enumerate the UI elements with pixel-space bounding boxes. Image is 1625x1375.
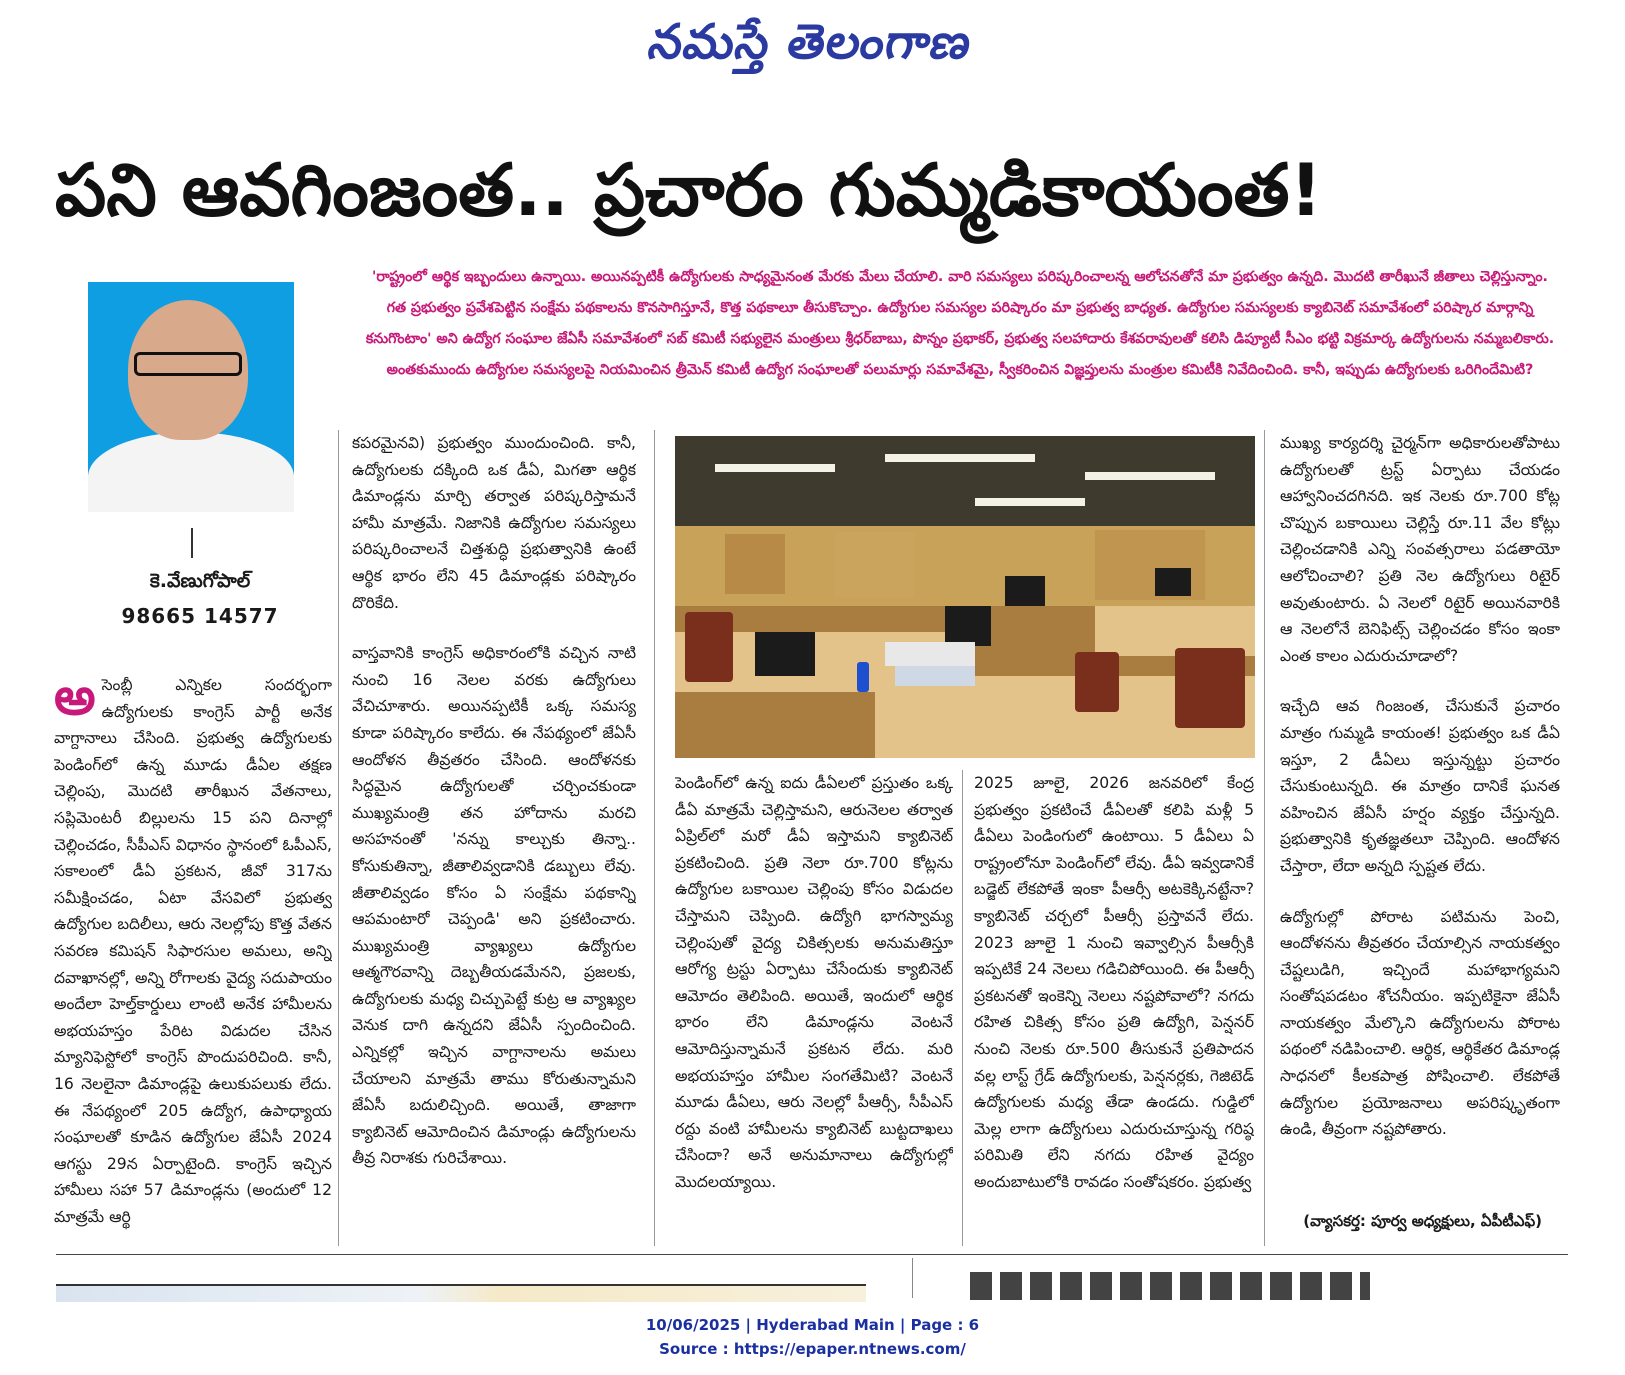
article-column-5 — [1280, 430, 1560, 1210]
column-1-text: సెంబ్లీ ఎన్నికల సందర్భంగా ఉద్యోగులకు కాంగ్రెస్ పార్టీ అనేక వాగ్దానాలు చేసింది. ప్రభుత్వ ఉద్యోగులకు పెండింగ్‌లో ఉన్న మూడు డీఏల తక్షణ చెల్లింపు, మొదటి తారీఖున వేతనాలు, సప్లిమెంటరీ బిల్లులను 15 పని దినాల్లో చెల్లించడం, సీపీఎస్ విధానం స్థానంలో ఓపీఎస్, సకాలంలో డీఏ ప్రకటన, జీవో 317ను సమీక్షించడం, ఏటా వేసవిలో ప్రభుత్వ ఉద్యోగుల బదిలీలు, ఆరు నెలల్లోపు కొత్త వేతన సవరణ కమిషన్ సిఫారసుల అమలు, అన్ని దవాఖానల్లో, అన్ని రోగాలకు వైద్య సదుపాయం అందేలా హెల్త్‌కార్డులు లాంటి అనేక హామీలను అభయహస్తం పేరిట విడుదల చేసిన మ్యానిఫెస్టోలో కాంగ్రెస్ పొందుపరిచింది. కానీ, 16 నెలలైనా డిమాండ్లపై ఉలుకుపలుకు లేదు. ఈ నేపథ్యంలో 205 ఉద్యోగ, ఉపాధ్యాయ సంఘాలతో కూడిన ఉద్యోగుల జేఏసీ 2024 ఆగస్టు 29న ఏర్పాటైంది. కాంగ్రెస్ ఇచ్చిన హామీలు సహా 57 డిమాండ్లను (అందులో 12 మాత్రమే ఆర్థి — [54, 676, 332, 1226]
headline: పని ఆవగింజంత.. ప్రచారం గుమ్మడికాయంత! — [55, 148, 1323, 232]
column-2-paragraph-1: కపరమైనవి) ప్రభుత్వం ముందుంచింది. కానీ, ఉద్యోగులకు దక్కింది ఒక డీఏ, మిగతా ఆర్థిక డిమాండ్లను మార్చి తర్వాత పరిష్కరిస్తామనే హామీ మాత్రమే. నిజానికి ఉద్యోగుల సమస్యలు పరిష్కరించాలనే చిత్తశుద్ధి ప్రభుత్వానికి ఉంటే ఆర్థిక భారం లేని 45 డిమాండ్లకు పరిష్కారం దొరికేది. — [352, 434, 636, 612]
column-2-paragraph-2: వాస్తవానికి కాంగ్రెస్ అధికారంలోకి వచ్చిన నాటి నుంచి 16 నెలల వరకు ఉద్యోగులు వేచిచూశారు. అయినప్పటికీ ఒక్క సమస్య కూడా పరిష్కారం కాలేదు. ఈ నేపథ్యంలో జేఏసీ ఆందోళన తీవ్రతరం చేసింది. ఆందోళనకు సిద్ధమైన ఉద్యోగులతో చర్చించకుండా ముఖ్యమంత్రి తన హోదాను మరచి అసహనంతో 'నన్ను కాల్చుకు తిన్నా.. కోసుకుతిన్నా, జీతాలివ్వడానికి డబ్బులు లేవు. జీతాలివ్వడం కోసం ఏ సంక్షేమ పథకాన్ని ఆపమంటారో చెప్పండి' అని ప్రకటించారు. ముఖ్యమంత్రి వ్యాఖ్యలు ఉద్యోగుల ఆత్మగౌరవాన్ని దెబ్బతీయడమేనని, ప్రజలకు, ఉద్యోగులకు మధ్య చిచ్చుపెట్టే కుట్ర ఆ వ్యాఖ్యల వెనుక దాగి ఉన్నదని జేఏసీ స్పందించింది. ఎన్నికల్లో ఇచ్చిన వాగ్దానాలను అమలు చేయాలని మాత్రమే తాము కోరుతున్నామని జేఏసీ బదులిచ్చింది. అయితే, తాజాగా క్యాబినెట్ ఆమోదించిన డిమాండ్లు ఉద్యోగులను తీవ్ర నిరాశకు గురిచేశాయి. — [352, 644, 636, 1168]
column-rule — [962, 770, 963, 1246]
column-4-text: 2025 జూలై, 2026 జనవరిలో కేంద్ర ప్రభుత్వం ప్రకటించే డీఏలతో కలిపి మళ్లీ 5 డీఏలు పెండింగులో ఉంటాయి. 5 డీఏలు ఏ రాష్ట్రంలోనూ పెండింగ్‌లో లేవు. డీఏ ఇవ్వడానికే బడ్జెట్ లేకపోతే ఇంకా పీఆర్సీ అటకెక్కినట్టేనా? క్యాబినెట్ చర్చలో పీఆర్సీ ప్రస్తావనే లేదు. 2023 జూలై 1 నుంచి ఇవ్వాల్సిన పీఆర్సీకి ఇప్పటికే 24 నెలలు గడిచిపోయింది. ఈ పీఆర్సీ ప్రకటనతో ఇంకెన్ని నెలలు నష్టపోవాలో? నగదు రహిత చికిత్స కోసం ప్రతి ఉద్యోగి, పెన్షనర్ నుంచి నెలకు రూ.500 తీసుకునే ప్రతిపాదన వల్ల లాస్ట్ గ్రేడ్ ఉద్యోగులకు, పెన్షనర్లకు, గెజిటెడ్ ఉద్యోగులకు మధ్య తేడా ఉండదు. గుడ్డిలో మెల్ల లాగా ఉద్యోగులు ఎదురుచూస్తున్న గరిష్ఠ పరిమితి లేని నగదు రహిత వైద్యం అందుబాటులోకి రావడం సంతోషకరం. ప్రభుత్వ — [974, 774, 1254, 1191]
article-column-3 — [675, 770, 953, 1246]
column-5-paragraph-3: ఉద్యోగుల్లో పోరాట పటిమను పెంచి, ఆందోళనను తీవ్రతరం చేయాల్సిన నాయకత్వం చేష్టలుడిగి, ఇచ్చిందే మహాభాగ్యమని సంతోషపడటం శోచనీయం. ఇప్పటికైనా జేఏసీ నాయకత్వం మేల్కొని ఉద్యోగులను పోరాట పథంలో నడిపించాలి. ఆర్థిక, ఆర్థికేతర డిమాండ్ల సాధనలో కీలకపాత్ర పోషించాలి. లేకపోతే ఉద్యోగుల ప్రయోజనాలు అపరిష్కృతంగా ఉండి, తీవ్రంగా నష్టపోతారు. — [1280, 907, 1560, 1139]
author-photo — [88, 282, 294, 512]
author-credit: (వ్యాసకర్త: పూర్వ అధ్యక్షులు, ఏపీటీఎఫ్) — [1303, 1212, 1542, 1230]
footer-edition-info: 10/06/2025 | Hyderabad Main | Page : 6 — [645, 1316, 980, 1334]
section-divider — [56, 1254, 1568, 1255]
office-photo — [675, 436, 1255, 758]
article-column-2 — [352, 430, 636, 1246]
column-5-paragraph-2: ఇచ్చేది ఆవ గింజంత, చేసుకునే ప్రచారం మాత్రం గుమ్మడి కాయంత! ప్రభుత్వం ఒక డీఏ ఇస్తూ, 2 డీఏలు ఇస్తున్నట్టు ప్రచారం చేసుకుంటున్నది. ఈ మాత్రం దానికే ఘనత వహించిన జేఏసీ హర్షం వ్యక్తం చేస్తున్నది. ప్రభుత్వానికి కృతజ్ఞతలూ చెప్పింది. ఆందోళన చేస్తారా, లేదా అన్నది స్పష్టత లేదు. — [1280, 697, 1560, 875]
author-phone: 98665 14577 — [121, 604, 279, 628]
section-divider-vertical — [912, 1258, 913, 1298]
column-rule — [338, 430, 339, 1246]
next-article-image-strip — [56, 1284, 866, 1302]
article-column-1 — [54, 672, 332, 1246]
dropcap: అ — [54, 672, 96, 727]
column-3-text: పెండింగ్‌లో ఉన్న ఐదు డీఏలలో ప్రస్తుతం ఒక్క డీఏ మాత్రమే చెల్లిస్తామని, ఆరునెలల తర్వాత ఏప్రిల్‌లో మరో డీఏ ఇస్తామని క్యాబినెట్ ప్రకటించింది. ప్రతి నెలా రూ.700 కోట్లను ఉద్యోగుల బకాయిల చెల్లింపు కోసం విడుదల చేస్తామని చెప్పింది. ఉద్యోగి భాగస్వామ్య చెల్లింపుతో వైద్య చికిత్సలకు అనుమతిస్తూ ఆరోగ్య ట్రస్టు ఏర్పాటు చేసేందుకు క్యాబినెట్ ఆమోదం తెలిపింది. అయితే, ఇందులో ఆర్థిక భారం లేని డిమాండ్లను వెంటనే ఆమోదిస్తున్నామనే ప్రకటన లేదు. మరి అభయహస్తం హామీల సంగతేమిటి? వెంటనే మూడు డీఏలు, ఆరు నెలల్లో పీఆర్సీ, సీపీఎస్ రద్దు వంటి హామీలను క్యాబినెట్ బుట్టదాఖలు చేసిందా? అనే అనుమానాలు ఉద్యోగుల్లో మొదలయ్యాయి. — [675, 774, 953, 1191]
column-5-paragraph-1: ముఖ్య కార్యదర్శి చైర్మన్‌గా అధికారులతోపాటు ఉద్యోగులతో ట్రస్ట్ ఏర్పాటు చేయడం ఆహ్వానించదగినది. ఇక నెలకు రూ.700 కోట్ల చొప్పున బకాయిలు చెల్లిస్తే రూ.11 వేల కోట్లు చెల్లించడానికి ఎన్ని సంవత్సరాలు పడతాయో ఆలోచించాలి? ప్రతి నెల ఉద్యోగులు రిటైర్ అవుతుంటారు. ఏ నెలలో రిటైర్ అయినవారికి ఆ నెలలోనే బెనిఫిట్స్ చెల్లించడం కోసం ఇంకా ఎంత కాలం ఎదురుచూడాలో? — [1280, 434, 1560, 665]
author-divider-top — [191, 528, 193, 558]
next-article-headline-strip — [970, 1272, 1370, 1300]
column-rule — [1264, 430, 1265, 1246]
masthead-logo: నమస్తే తెలంగాణ — [644, 14, 977, 70]
footer-source-link[interactable]: Source : https://epaper.ntnews.com/ — [659, 1340, 966, 1358]
article-column-4 — [974, 770, 1254, 1246]
column-rule — [654, 430, 655, 1246]
intro-paragraph: 'రాష్ట్రంలో ఆర్థిక ఇబ్బందులు ఉన్నాయి. అయినప్పటికీ ఉద్యోగులకు సాధ్యమైనంత మేరకు మేలు చేయాలి. వారి సమస్యలు పరిష్కరించాలన్న ఆలోచనతోనే మా ప్రభుత్వం ఉన్నది. మొదటి తారీఖునే జీతాలు చెల్లిస్తున్నాం. గత ప్రభుత్వం ప్రవేశపెట్టిన సంక్షేమ పథకాలను కొనసాగిస్తూనే, కొత్త పథకాలూ తీసుకొచ్చాం. ఉద్యోగుల సమస్యల పరిష్కారం మా ప్రభుత్వ బాధ్యత. ఉద్యోగుల సమస్యలకు క్యాబినెట్ సమావేశంలో పరిష్కార మార్గాన్ని కనుగొంటాం' అని ఉద్యోగ సంఘాల జేఏసీ సమావేశంలో సబ్ కమిటీ సభ్యులైన మంత్రులు శ్రీధర్‌బాబు, పొన్నం ప్రభాకర్, ప్రభుత్వ సలహాదారు కేశవరావులతో కలిసి డిప్యూటీ సీఎం భట్టి విక్రమార్క ఉద్యోగులను నమ్మబలికారు. అంతకుముందు ఉద్యోగుల సమస్యలపై నియమించిన త్రీమెన్ కమిటీ ఉద్యోగ సంఘాలతో పలుమార్లు సమావేశమై, స్వీకరించిన విజ్ఞప్తులను మంత్రుల కమిటీకి నివేదించింది. కానీ, ఇప్పుడు ఉద్యోగులకు ఒరిగిందేమిటి? — [365, 269, 1555, 378]
author-name: కె.వేణుగోపాల్ — [149, 570, 251, 592]
